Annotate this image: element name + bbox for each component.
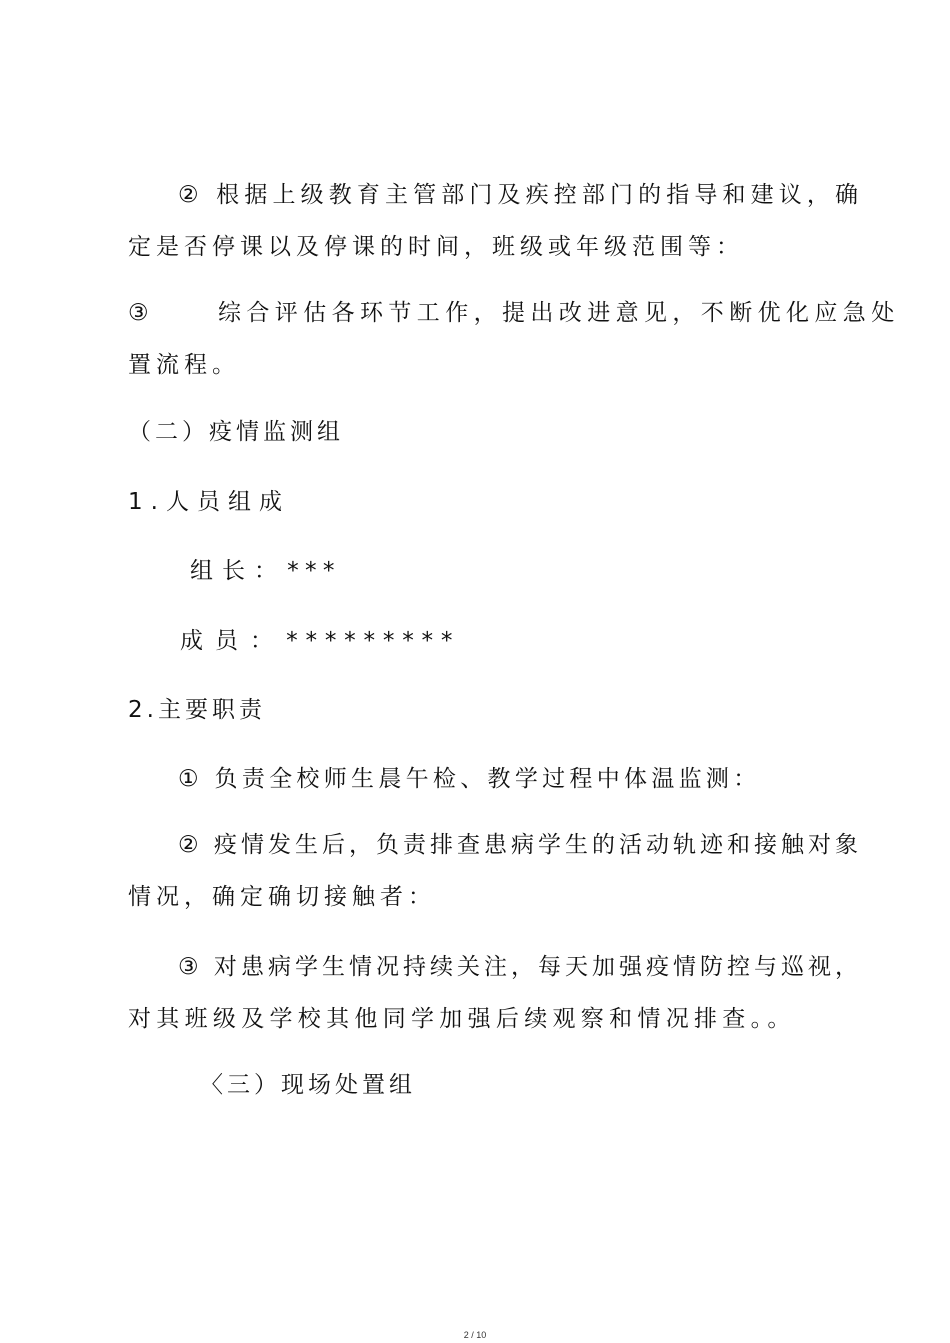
page-number: 2 / 10 [463, 1330, 487, 1340]
team-members-value: ********* [285, 628, 460, 654]
subsection-heading: 2.主要职责 [128, 697, 266, 723]
team-members-label: 成员： [180, 628, 285, 654]
paragraph-line: ① 负责全校师生晨午检、教学过程中体温监测： [178, 766, 761, 792]
team-members-line [180, 626, 459, 656]
paragraph-line: ② 疫情发生后，负责排查患病学生的活动轨迹和接触对象 [178, 832, 858, 858]
paragraph-line: 定是否停课以及停课的时间，班级或年级范围等： [128, 234, 744, 260]
list-item-text: 综合评估各环节工作，提出改进意见，不断优化应急处 [218, 300, 900, 326]
paragraph-line [128, 298, 900, 328]
paragraph-line: ③ 对患病学生情况持续关注，每天加强疫情防控与巡视， [178, 954, 858, 980]
team-leader-label: 组长： [190, 558, 286, 584]
section-heading: （二）疫情监测组 [128, 419, 344, 445]
team-leader-value: *** [286, 558, 340, 584]
paragraph-line: 情况，确定确切接触者： [128, 884, 436, 910]
subsection-heading: 1.人员组成 [128, 489, 290, 515]
team-leader-line [190, 556, 340, 586]
paragraph-line: 置流程。 [128, 352, 240, 378]
section-heading: 〈三）现场处置组 [200, 1072, 416, 1098]
paragraph-line: 对其班级及学校其他同学加强后续观察和情况排查。。 [128, 1006, 796, 1032]
paragraph-line: ② 根据上级教育主管部门及疾控部门的指导和建议，确 [178, 182, 858, 208]
list-marker: ③ [128, 300, 154, 326]
